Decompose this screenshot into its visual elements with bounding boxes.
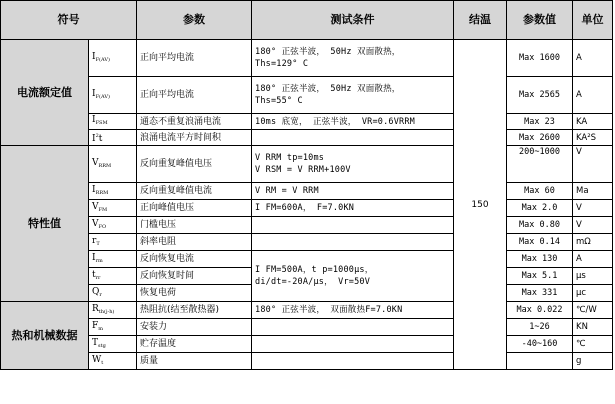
unit-cell: ℃ xyxy=(573,336,613,353)
unit-cell: V xyxy=(573,217,613,234)
parameter-cell: 贮存温度 xyxy=(137,336,252,353)
group-thermal-mechanical: 热和机械数据 xyxy=(1,302,89,370)
parameter-cell: 反向重复峰值电压 xyxy=(137,146,252,183)
condition-cell xyxy=(252,130,454,146)
parameter-cell: 正向峰值电压 xyxy=(137,200,252,217)
condition-cell: 180° 正弦半波， 双面散热F=7.0KN xyxy=(252,302,454,319)
table-row xyxy=(1,183,613,200)
unit-cell: A xyxy=(573,251,613,268)
condition-cell: 180° 正弦半波， 50Hz 双面散热， Ths=55° C xyxy=(252,77,454,114)
symbol-cell: $I_{rm}$ xyxy=(89,251,137,268)
condition-cell: V RM = V RRM xyxy=(252,183,454,200)
value-cell: Max 0.14 xyxy=(507,234,573,251)
symbol-cell: $t_{rr}$ xyxy=(89,268,137,285)
unit-cell: g xyxy=(573,353,613,370)
parameter-cell: 反向恢复时间 xyxy=(137,268,252,285)
symbol-cell: $V_{FO}$ xyxy=(89,217,137,234)
value-cell xyxy=(507,353,573,370)
symbol-cell: $r_T$ xyxy=(89,234,137,251)
table-row xyxy=(1,234,613,251)
table-row xyxy=(1,319,613,336)
condition-cell xyxy=(252,234,454,251)
table-row xyxy=(1,40,613,77)
unit-cell: KN xyxy=(573,319,613,336)
symbol-cell: $T_{stg}$ xyxy=(89,336,137,353)
condition-cell: 10ms 底宽， 正弦半波， VR=0.6VRRM xyxy=(252,114,454,130)
condition-cell: V RRM tp=10ms V RSM = V RRM+100V xyxy=(252,146,454,183)
unit-cell: V xyxy=(573,200,613,217)
symbol-cell: $V_{FM}$ xyxy=(89,200,137,217)
value-cell: Max 0.022 xyxy=(507,302,573,319)
header-unit: 单位 xyxy=(573,1,613,40)
unit-cell: KA²S xyxy=(573,130,613,146)
parameter-cell: 反向重复峰值电流 xyxy=(137,183,252,200)
parameter-cell: 正向平均电流 xyxy=(137,40,252,77)
symbol-cell: $I_{RRM}$ xyxy=(89,183,137,200)
symbol-cell: $Q_r$ xyxy=(89,285,137,302)
condition-cell: I FM=600A， F=7.0KN xyxy=(252,200,454,217)
table-row xyxy=(1,130,613,146)
condition-cell: 180° 正弦半波， 50Hz 双面散热， Ths=129° C xyxy=(252,40,454,77)
symbol-cell: $I_{F(AV)}$ xyxy=(89,77,137,114)
condition-cell xyxy=(252,353,454,370)
table-row xyxy=(1,251,613,268)
unit-cell: ℃/W xyxy=(573,302,613,319)
junction-temp-cell: 150 xyxy=(454,40,507,370)
value-cell: Max 0.80 xyxy=(507,217,573,234)
parameter-cell: 门槛电压 xyxy=(137,217,252,234)
unit-cell: A xyxy=(573,77,613,114)
condition-cell xyxy=(252,217,454,234)
parameter-cell: 安装力 xyxy=(137,319,252,336)
parameter-cell: 质量 xyxy=(137,353,252,370)
unit-cell: KA xyxy=(573,114,613,130)
table-row xyxy=(1,217,613,234)
table-row xyxy=(1,353,613,370)
value-cell: Max 130 xyxy=(507,251,573,268)
header-junction-temp: 结温 xyxy=(454,1,507,40)
unit-cell: μc xyxy=(573,285,613,302)
parameter-cell: 斜率电阻 xyxy=(137,234,252,251)
value-cell: -40~160 xyxy=(507,336,573,353)
unit-cell: Ma xyxy=(573,183,613,200)
table-row xyxy=(1,114,613,130)
symbol-cell: $I_{FSM}$ xyxy=(89,114,137,130)
parameter-cell: 恢复电荷 xyxy=(137,285,252,302)
parameter-cell: 热阻抗(结至散热器) xyxy=(137,302,252,319)
value-cell: Max 2600 xyxy=(507,130,573,146)
value-cell: Max 2.0 xyxy=(507,200,573,217)
value-cell: Max 23 xyxy=(507,114,573,130)
symbol-cell: $I_{F(AV)}$ xyxy=(89,40,137,77)
table-row xyxy=(1,77,613,114)
value-cell: Max 2565 xyxy=(507,77,573,114)
group-characteristics: 特性值 xyxy=(1,146,89,302)
value-cell: 200~1000 xyxy=(507,146,573,183)
header-symbol: 符号 xyxy=(1,1,137,40)
header-value: 参数值 xyxy=(507,1,573,40)
symbol-cell: $R_{th(j-h)}$ xyxy=(89,302,137,319)
header-row xyxy=(1,1,613,40)
symbol-cell: $W_t$ xyxy=(89,353,137,370)
value-cell: Max 60 xyxy=(507,183,573,200)
value-cell: Max 331 xyxy=(507,285,573,302)
parameter-cell: 反向恢复电流 xyxy=(137,251,252,268)
table-row xyxy=(1,200,613,217)
header-parameter: 参数 xyxy=(137,1,252,40)
parameter-cell: 通态不重复浪涌电流 xyxy=(137,114,252,130)
symbol-cell: $I^2t$ xyxy=(89,130,137,146)
unit-cell: A xyxy=(573,40,613,77)
condition-cell xyxy=(252,336,454,353)
group-current-rating: 电流额定值 xyxy=(1,40,89,146)
unit-cell: μs xyxy=(573,268,613,285)
value-cell: Max 5.1 xyxy=(507,268,573,285)
table-row xyxy=(1,336,613,353)
symbol-cell: $V_{RRM}$ xyxy=(89,146,137,183)
table-row xyxy=(1,146,613,183)
recovery-condition-cell: I FM=500A，t p=1000μs， di/dt=-20A/μs， Vr=50V xyxy=(252,251,454,302)
unit-cell: mΩ xyxy=(573,234,613,251)
parameter-cell: 正向平均电流 xyxy=(137,77,252,114)
parameter-cell: 浪涌电流平方时间积 xyxy=(137,130,252,146)
condition-cell xyxy=(252,319,454,336)
table-row xyxy=(1,302,613,319)
unit-cell: V xyxy=(573,146,613,183)
value-cell: 1~26 xyxy=(507,319,573,336)
value-cell: Max 1600 xyxy=(507,40,573,77)
symbol-cell: $F_m$ xyxy=(89,319,137,336)
header-condition: 测试条件 xyxy=(252,1,454,40)
